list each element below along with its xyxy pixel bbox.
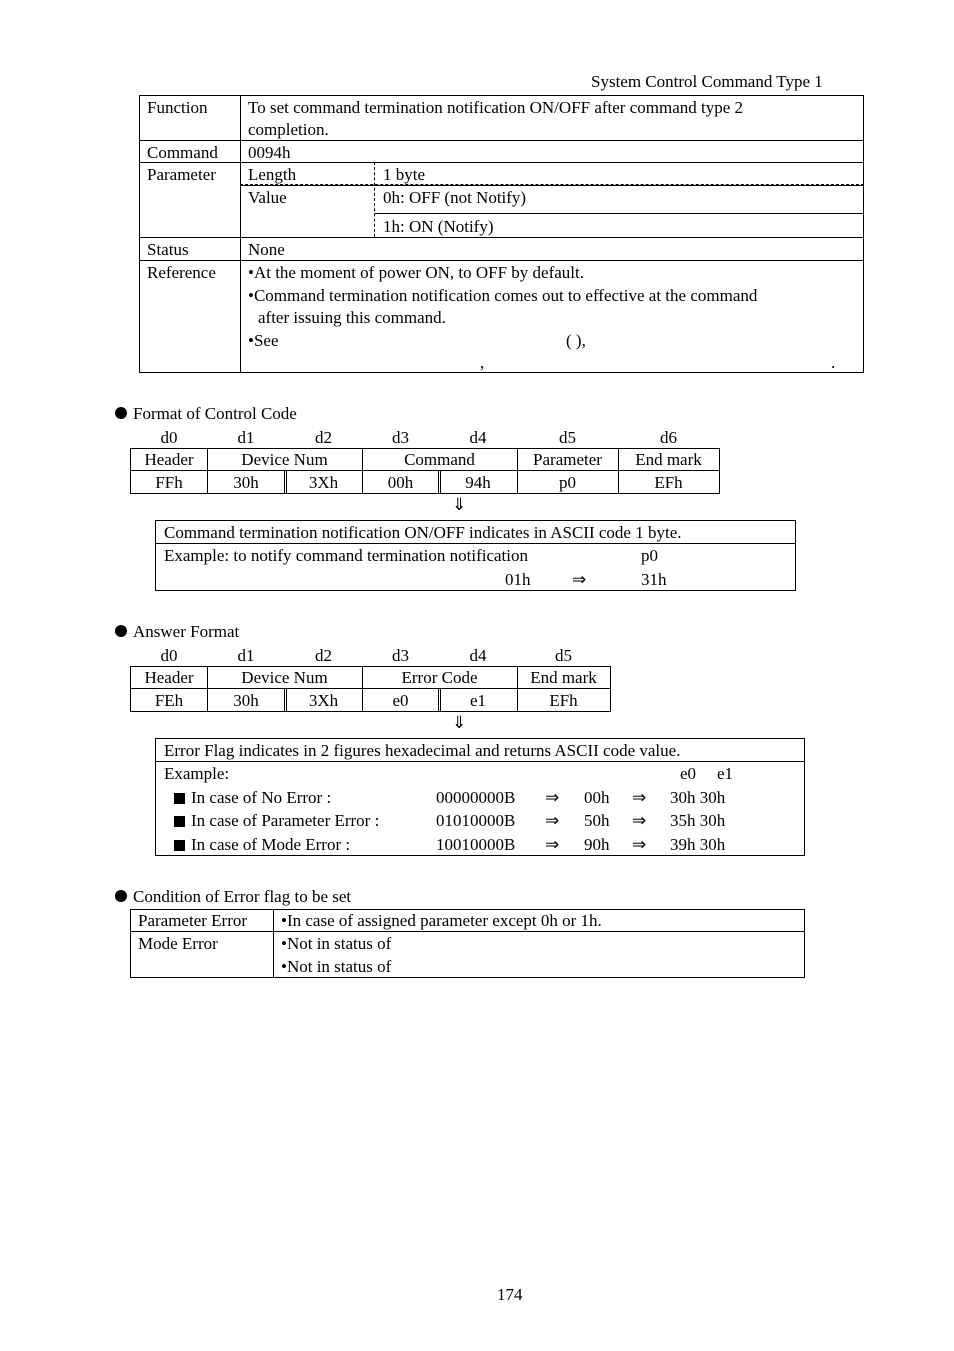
- answer-value: EFh: [549, 691, 578, 710]
- length-value: 1 byte: [383, 165, 426, 184]
- answer-example-label: Example:: [164, 764, 230, 783]
- reference-label: Reference: [147, 263, 216, 282]
- end-mark-column: End mark: [635, 450, 702, 469]
- end-mark-column: End mark: [530, 668, 597, 687]
- byte-label: d2: [315, 428, 332, 447]
- answer-e0-label: e0: [680, 764, 697, 783]
- reference-line-4-paren: ( ),: [566, 331, 586, 350]
- value-option-off: 0h: OFF (not Notify): [383, 188, 527, 207]
- answer-value: e1: [469, 691, 487, 710]
- control-example-ascii: 31h: [641, 570, 667, 589]
- device-num-column: Device Num: [241, 450, 328, 469]
- byte-label: d4: [469, 428, 487, 447]
- right-arrow-icon: ⇒: [545, 811, 560, 830]
- byte-label: d1: [237, 428, 255, 447]
- answer-note-text: Error Flag indicates in 2 figures hexadecimal and returns ASCII code value.: [164, 741, 681, 760]
- error-ascii: 30h 30h: [670, 788, 726, 807]
- bullet-icon: [115, 407, 127, 419]
- control-note-text: Command termination notification ON/OFF indicates in ASCII code 1 byte.: [164, 523, 682, 542]
- mode-error-text-2: •Not in status of: [281, 957, 392, 976]
- right-arrow-icon: ⇒: [632, 788, 647, 807]
- answer-value: FEh: [154, 691, 184, 710]
- answer-value: e0: [392, 691, 409, 710]
- parameter-label: Parameter: [147, 165, 216, 184]
- byte-label: d2: [315, 646, 332, 665]
- command-value: 0094h: [248, 143, 291, 162]
- parameter-error-row: In case of Parameter Error :: [174, 810, 379, 832]
- right-arrow-icon: ⇒: [632, 811, 647, 830]
- value-label: Value: [248, 188, 287, 207]
- byte-label: d0: [160, 646, 178, 665]
- command-label: Command: [147, 143, 218, 162]
- value-option-on: 1h: ON (Notify): [383, 217, 494, 236]
- byte-label: d4: [469, 646, 487, 665]
- status-value: None: [248, 240, 285, 259]
- answer-e1-label: e1: [717, 764, 734, 783]
- error-code-column: Error Code: [401, 668, 478, 687]
- parameter-error-text: •In case of assigned parameter except 0h or 1h.: [281, 911, 602, 930]
- down-arrow-icon: ⇓: [452, 495, 467, 514]
- command-column: Command: [404, 450, 475, 469]
- control-example-text: Example: to notify command termination notification: [164, 546, 528, 565]
- error-hex: 50h: [584, 811, 610, 830]
- control-value: 00h: [387, 473, 414, 492]
- reference-line-4: •See: [248, 331, 279, 350]
- reference-line-5-period: .: [831, 353, 836, 372]
- function-text: To set command termination notification ON/OFF after command type 2: [248, 98, 744, 117]
- square-bullet-icon: [174, 840, 185, 851]
- byte-label: d3: [392, 428, 409, 447]
- header-column: Header: [144, 450, 194, 469]
- reference-line-1: •At the moment of power ON, to OFF by default.: [248, 263, 584, 282]
- control-example-value: 01h: [505, 570, 531, 589]
- byte-label: d0: [160, 428, 178, 447]
- section-header: System Control Command Type 1: [591, 72, 823, 91]
- square-bullet-icon: [174, 793, 185, 804]
- reference-line-5-comma: ,: [480, 353, 485, 372]
- mode-error-label: Mode Error: [138, 934, 218, 953]
- byte-label: d1: [237, 646, 255, 665]
- error-ascii: 39h 30h: [670, 835, 726, 854]
- answer-format-heading: Answer Format: [115, 621, 239, 643]
- control-value: 30h: [233, 473, 259, 492]
- right-arrow-icon: ⇒: [632, 835, 647, 854]
- control-value: 94h: [465, 473, 491, 492]
- error-binary: 10010000B: [436, 835, 516, 854]
- control-format-heading: Format of Control Code: [115, 403, 297, 425]
- down-arrow-icon: ⇓: [452, 713, 467, 732]
- byte-label: d5: [555, 646, 572, 665]
- byte-label: d3: [392, 646, 409, 665]
- page-number: 174: [497, 1285, 523, 1304]
- length-label: Length: [248, 165, 297, 184]
- function-text-cont: completion.: [248, 120, 329, 139]
- error-binary: 01010000B: [436, 811, 516, 830]
- reference-line-2: •Command termination notification comes out to effective at the command: [248, 286, 758, 305]
- device-num-column: Device Num: [241, 668, 328, 687]
- function-label: Function: [147, 98, 208, 117]
- control-value: p0: [559, 473, 576, 492]
- byte-label: d5: [559, 428, 576, 447]
- answer-value: 30h: [233, 691, 259, 710]
- bullet-icon: [115, 625, 127, 637]
- right-arrow-icon: ⇒: [545, 788, 560, 807]
- right-arrow-icon: ⇒: [572, 570, 587, 589]
- error-hex: 90h: [584, 835, 610, 854]
- control-value: EFh: [654, 473, 683, 492]
- error-hex: 00h: [584, 788, 610, 807]
- byte-label: d6: [660, 428, 677, 447]
- parameter-error-label: Parameter Error: [138, 911, 248, 930]
- no-error-row: In case of No Error :: [174, 787, 331, 809]
- parameter-column: Parameter: [533, 450, 602, 469]
- error-binary: 00000000B: [436, 788, 516, 807]
- mode-error-row: In case of Mode Error :: [174, 834, 350, 856]
- mode-error-text-1: •Not in status of: [281, 934, 392, 953]
- control-value: FFh: [155, 473, 183, 492]
- status-label: Status: [147, 240, 189, 259]
- right-arrow-icon: ⇒: [545, 835, 560, 854]
- control-example-p0: p0: [641, 546, 658, 565]
- condition-heading: Condition of Error flag to be set: [115, 886, 351, 908]
- bullet-icon: [115, 890, 127, 902]
- answer-value: 3Xh: [308, 691, 339, 710]
- header-column: Header: [144, 668, 194, 687]
- square-bullet-icon: [174, 816, 185, 827]
- error-ascii: 35h 30h: [670, 811, 726, 830]
- control-value: 3Xh: [308, 473, 339, 492]
- reference-line-3: after issuing this command.: [258, 308, 446, 327]
